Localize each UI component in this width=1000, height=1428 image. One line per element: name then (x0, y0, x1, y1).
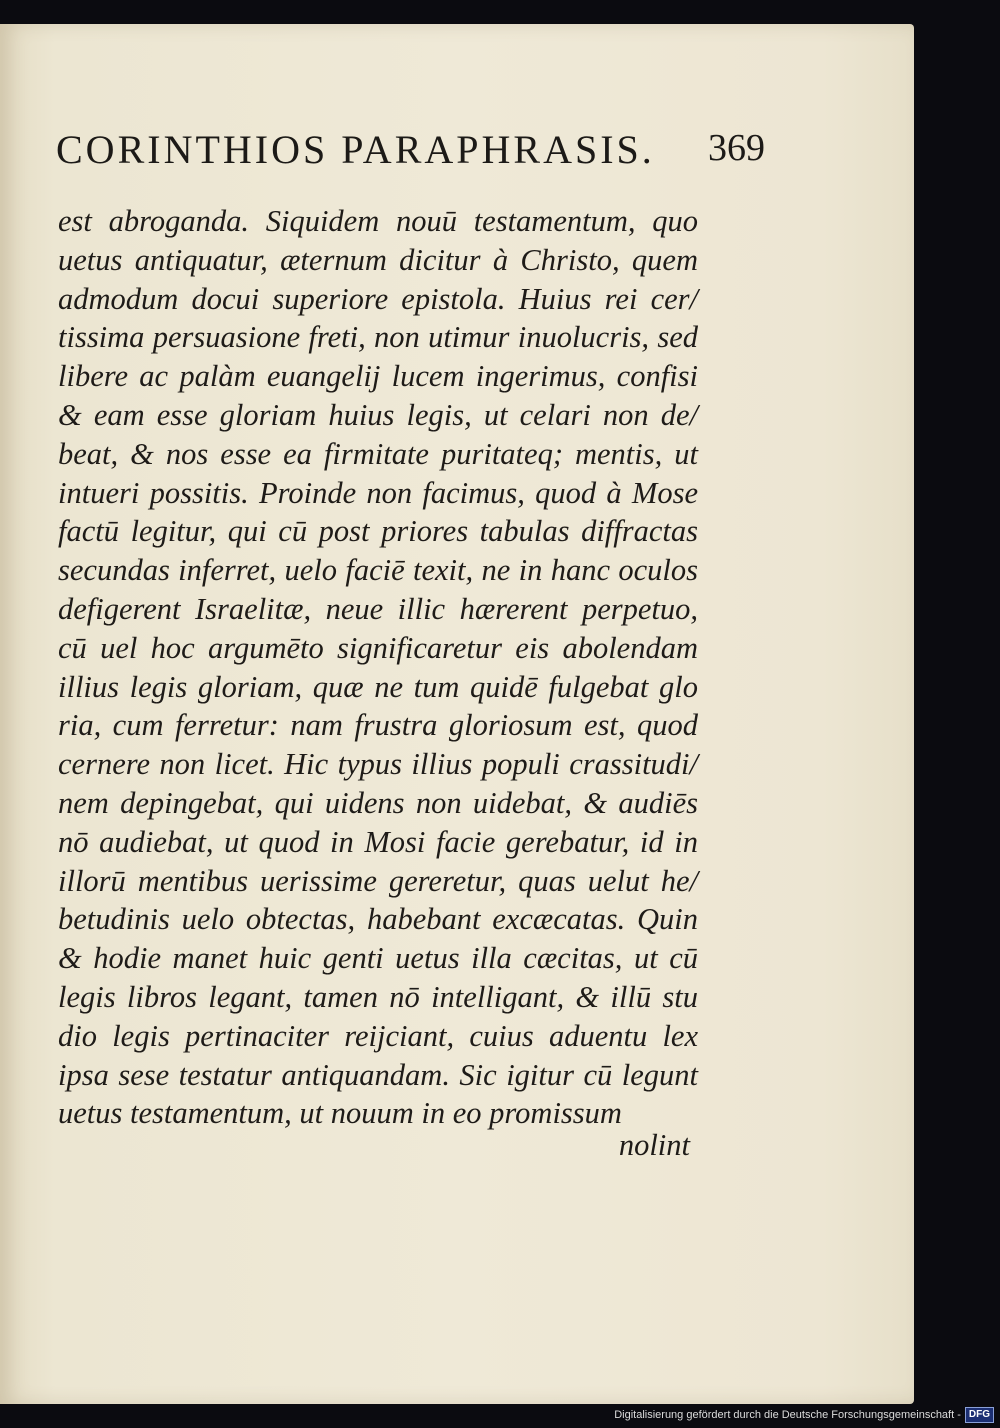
text-line: est abroganda. Siquidem nouū testamentum, quo (58, 204, 698, 238)
text-line: secundas inferret, uelo faciē texit, ne in hanc oculos (58, 553, 698, 588)
text-line: nem depingebat, qui uidens non uidebat, & audiēs (58, 785, 698, 820)
text-line: cernere non licet. Hic typus illius populi crassitudi/ (58, 747, 698, 782)
text-line: dio legis pertinaciter reijciant, cuius aduentu lex (58, 1018, 698, 1053)
text-line: nō audiebat, ut quod in Mosi facie gerebatur, id in (58, 824, 698, 859)
text-line: ipsa sese testatur antiquandam. Sic igitur cū legunt (58, 1057, 698, 1092)
text-line: cū uel hoc argumēto significaretur eis abolendam (58, 630, 698, 665)
catchword: nolint (618, 1128, 690, 1162)
text-line: beat, & nos esse ea firmitate puritateq; mentis, ut (58, 436, 698, 471)
text-line: intueri possitis. Proinde non facimus, quod à Mose (58, 475, 698, 510)
running-title: CORINTHIOS PARAPHRASIS. (56, 127, 655, 172)
text-line: ria, cum ferretur: nam frustra gloriosum est, quod (58, 708, 698, 743)
text-line: legis libros legant, tamen nō intelligant, & illū stu (58, 979, 698, 1014)
text-line: libere ac palàm euangelij lucem ingerimus, confisi (58, 359, 698, 394)
text-line: defigerent Israelitæ, neue illic hærerent perpetuo, (58, 591, 698, 626)
page-number: 369 (708, 127, 765, 169)
text-line: admodum docui superiore epistola. Huius rei cer/ (58, 281, 698, 316)
text-line: & eam esse gloriam huius legis, ut celari non de/ (58, 397, 698, 432)
running-header (56, 126, 776, 186)
text-line: & hodie manet huic genti uetus illa cæcitas, ut cū (58, 941, 698, 976)
text-line: uetus antiquatur, æternum dicitur à Christo, quem (58, 242, 698, 277)
text-line: tissima persuasione freti, non utimur inuolucris, sed (58, 320, 698, 355)
digitization-footer (614, 1406, 994, 1424)
body-text (58, 202, 698, 1133)
text-line: uetus testamentum, ut nouum in eo promissum (58, 1096, 622, 1131)
text-line: illorū mentibus uerissime gereretur, quas uelut he/ (58, 863, 698, 898)
book-page (0, 24, 914, 1404)
text-line: betudinis uelo obtectas, habebant excæcatas. Quin (58, 902, 698, 937)
footer-credit: Digitalisierung gefördert durch die Deutsche Forschungsgemeinschaft - (614, 1409, 961, 1421)
text-line: illius legis gloriam, quæ ne tum quidē fulgebat glo (58, 669, 698, 704)
text-line: factū legitur, qui cū post priores tabulas diffractas (58, 514, 698, 549)
dfg-logo-icon: DFG (965, 1407, 994, 1423)
